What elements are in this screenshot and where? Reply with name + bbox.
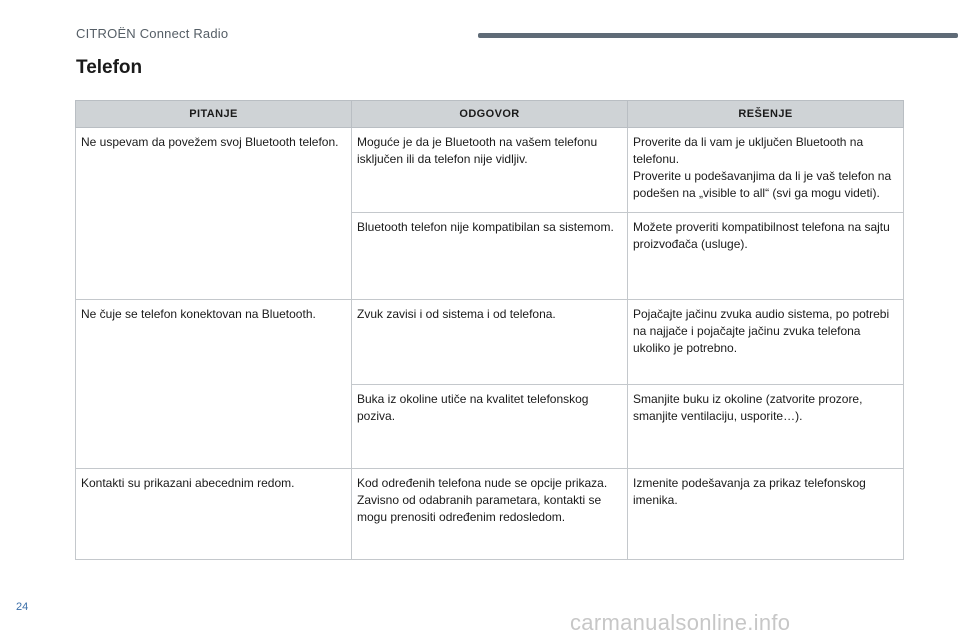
column-header-question: PITANJE [76,101,352,128]
table-row [76,300,904,385]
troubleshooting-table [75,100,904,560]
question-cell: Kontakti su prikazani abecednim redom. [76,469,352,560]
column-header-solution: REŠENJE [628,101,904,128]
answer-cell: Kod određenih telefona nude se opcije prikaza. Zavisno od odabranih parametara, kontakti se mogu prenositi određenim redosledom. [352,469,628,560]
question-cell: Ne čuje se telefon konektovan na Bluetooth. [76,300,352,469]
header-bar [478,33,958,38]
solution-cell: Izmenite podešavanja za prikaz telefonskog imenika. [628,469,904,560]
answer-cell: Bluetooth telefon nije kompatibilan sa sistemom. [352,213,628,300]
solution-cell: Proverite da li vam je uključen Bluetooth na telefonu. Proverite u podešavanjima da li je vaš telefon na podešen na „visible to all“ (svi ga mogu videti). [628,128,904,213]
table-header-row [76,101,904,128]
page-title: Telefon [76,57,143,78]
table-row [76,469,904,560]
solution-cell: Možete proveriti kompatibilnost telefona na sajtu proizvođača (usluge). [628,213,904,300]
question-cell: Ne uspevam da povežem svoj Bluetooth telefon. [76,128,352,300]
brand-label: CITROËN Connect Radio [76,26,229,41]
answer-cell: Zvuk zavisi i od sistema i od telefona. [352,300,628,385]
answer-cell: Moguće je da je Bluetooth na vašem telefonu isključen ili da telefon nije vidljiv. [352,128,628,213]
solution-cell: Pojačajte jačinu zvuka audio sistema, po potrebi na najjače i pojačajte jačinu zvuka telefona ukoliko je potrebno. [628,300,904,385]
table-row [76,128,904,213]
answer-cell: Buka iz okoline utiče na kvalitet telefonskog poziva. [352,385,628,469]
watermark: carmanualsonline.info [570,610,791,635]
page-number: 24 [16,601,29,613]
solution-cell: Smanjite buku iz okoline (zatvorite prozore, smanjite ventilaciju, usporite…). [628,385,904,469]
column-header-answer: ODGOVOR [352,101,628,128]
